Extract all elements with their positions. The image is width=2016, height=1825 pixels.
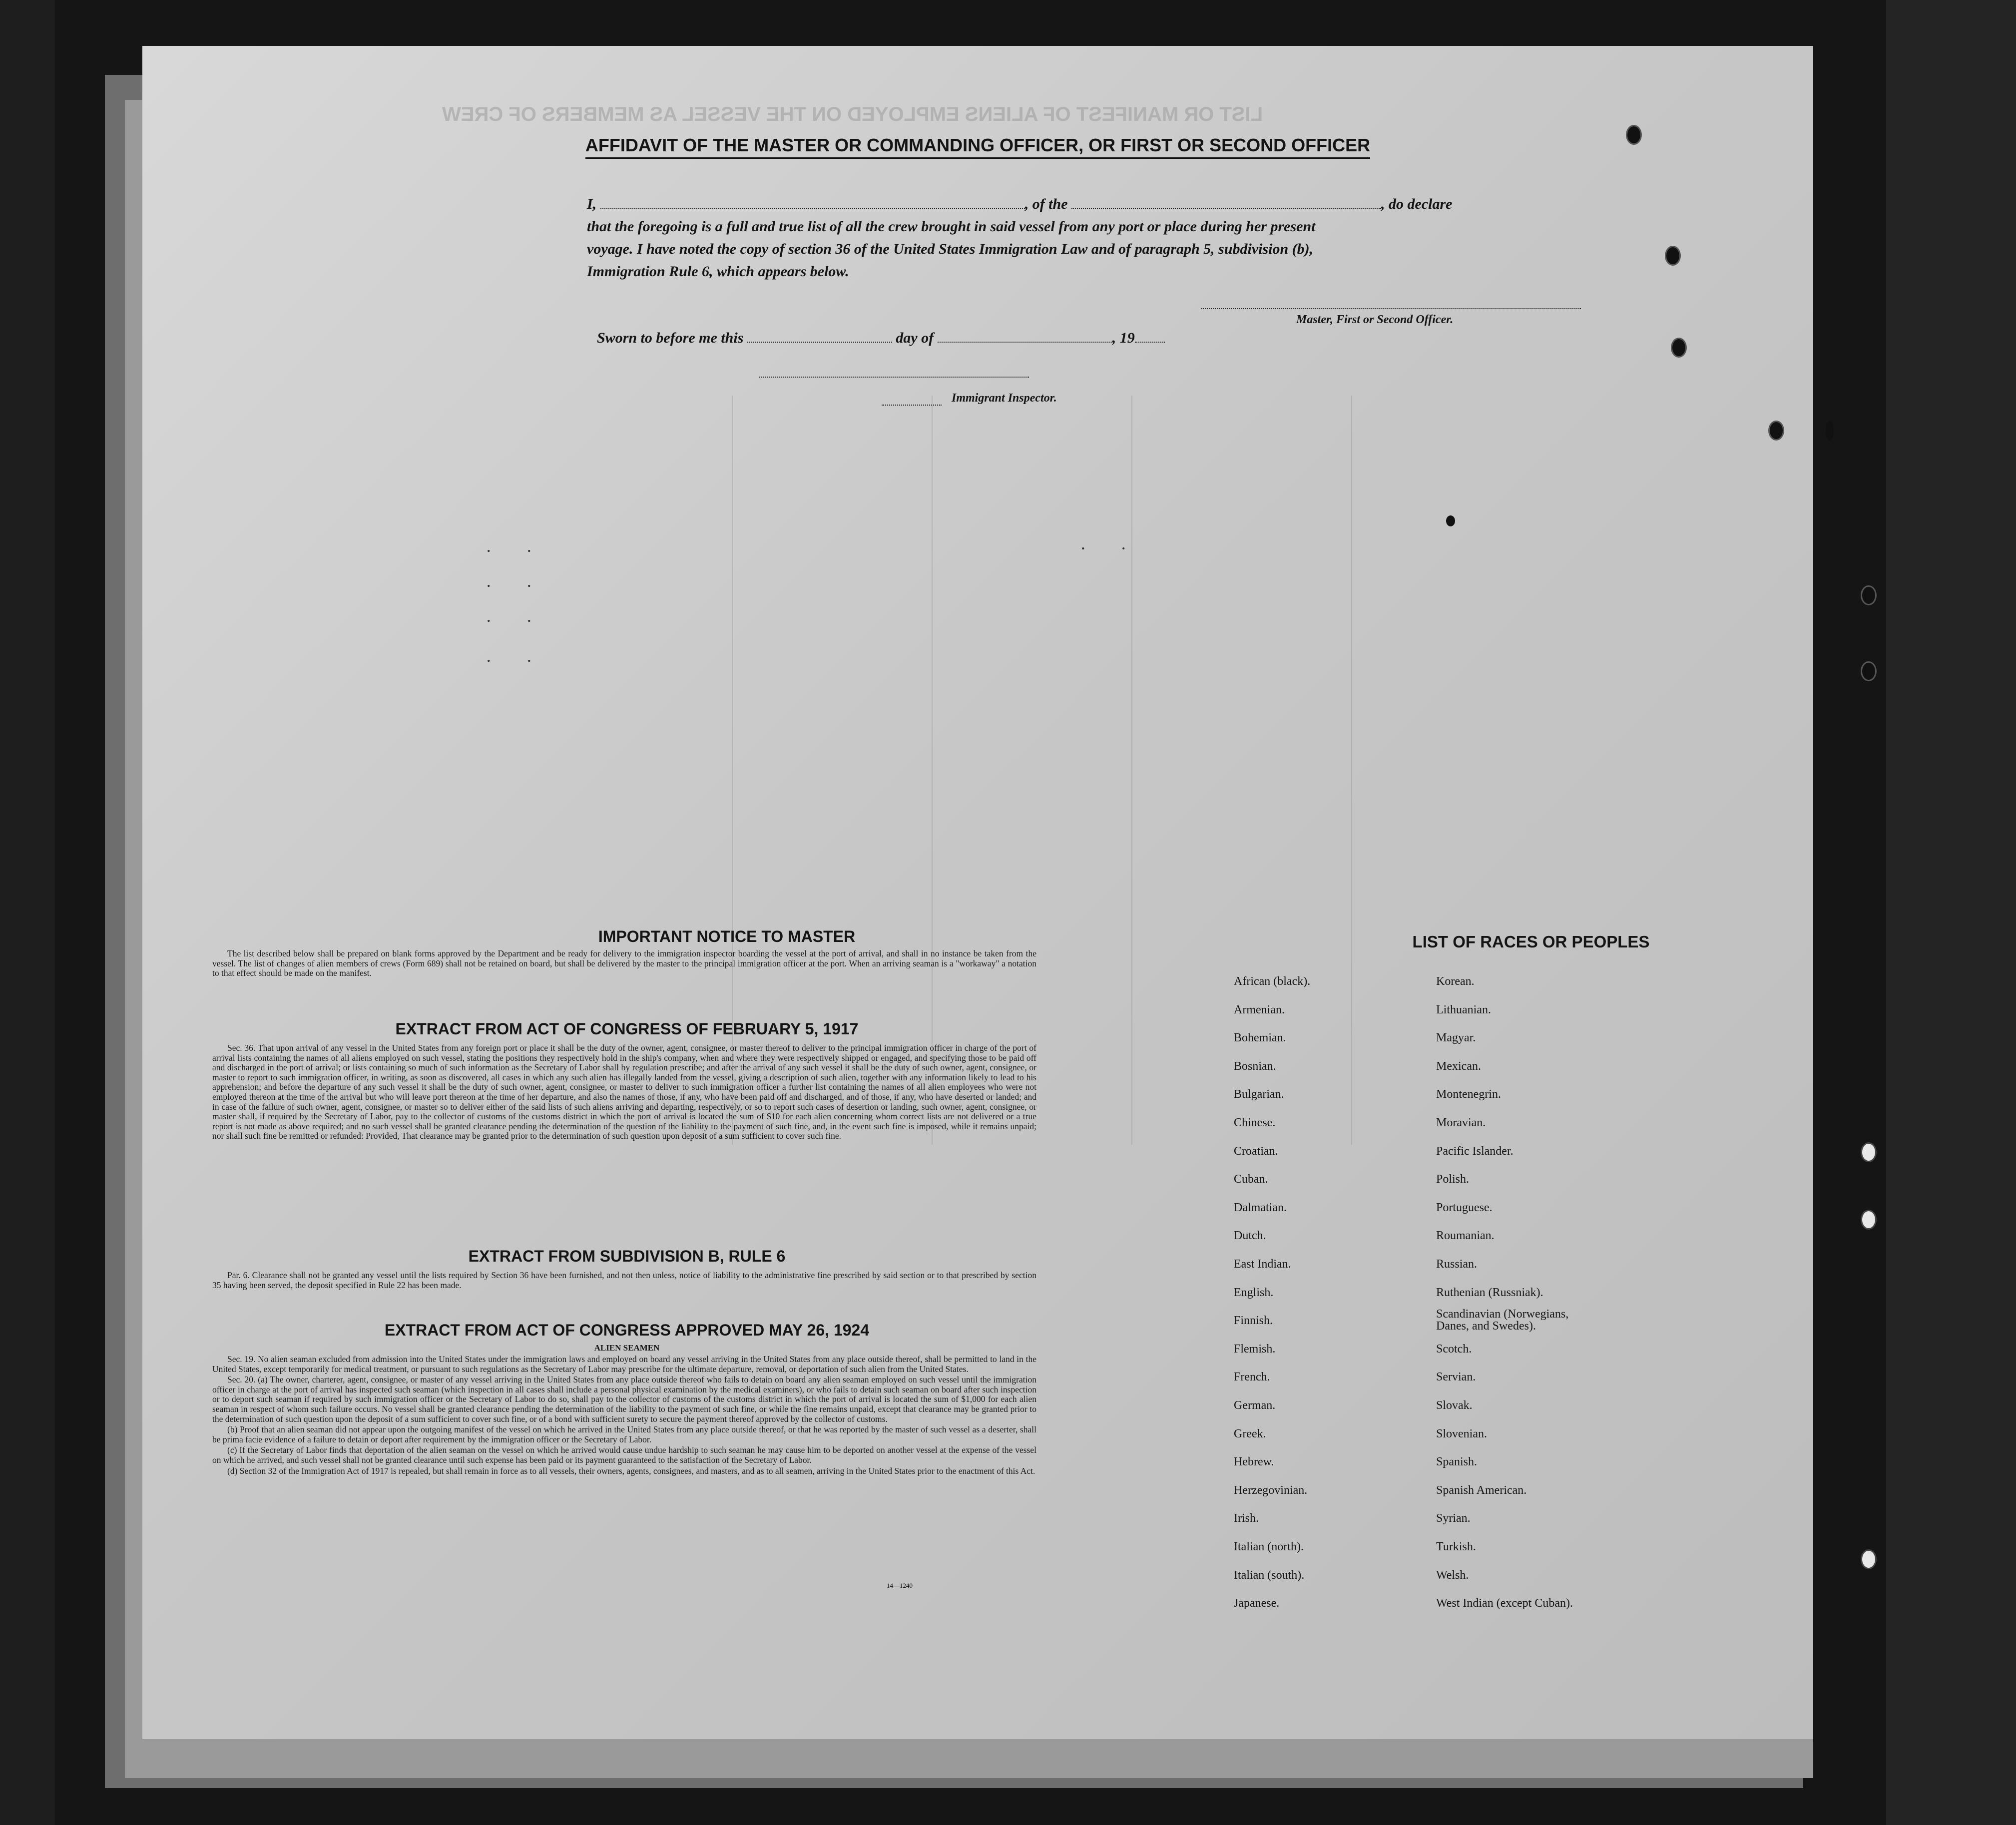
bleed-through-rule <box>1351 396 1352 1145</box>
race-item: Lithuanian. <box>1436 1003 1491 1016</box>
bleed-through-dots: . . <box>1081 538 1142 552</box>
race-item: Bosnian. <box>1234 1059 1276 1073</box>
race-item: Hebrew. <box>1234 1455 1274 1469</box>
punch-hole <box>1861 1142 1877 1162</box>
affidavit-title <box>142 135 1813 156</box>
master-signature-label: Master, First or Second Officer. <box>1296 313 1454 326</box>
race-item: East Indian. <box>1234 1258 1291 1271</box>
bleed-through-rule <box>1131 396 1132 1145</box>
race-item: Turkish. <box>1436 1540 1476 1553</box>
races-title: LIST OF RACES OR PEOPLES <box>1412 932 1650 951</box>
affidavit-line1-mid: , of the <box>1024 196 1068 212</box>
scanner-frame-left <box>0 0 55 1825</box>
race-item: Dalmatian. <box>1234 1201 1287 1214</box>
race-item: Greek. <box>1234 1427 1266 1440</box>
punch-hole <box>1861 661 1877 681</box>
rule-6-text <box>212 1271 1036 1291</box>
race-item: Cuban. <box>1234 1173 1268 1186</box>
race-item: Spanish. <box>1436 1455 1478 1469</box>
alien-seamen-subtitle: ALIEN SEAMEN <box>594 1343 660 1353</box>
rule-6-paragraph: Par. 6. Clearance shall not be granted any vessel until the lists required by Section 36 have been furnished, and not then unless, notice of liability to the administrative fine prescribed by said section or to that prescribed by section 35 having been served, the deposit specified in Rule 22 has been made. <box>212 1270 1036 1290</box>
inspector-signature-line[interactable] <box>759 377 1029 378</box>
race-item: Bohemian. <box>1234 1031 1286 1045</box>
bleed-through-dots: . . <box>487 540 548 555</box>
race-item: Slovenian. <box>1436 1427 1487 1440</box>
race-item: Scotch. <box>1436 1342 1472 1356</box>
race-item: Bulgarian. <box>1234 1088 1284 1101</box>
extract-1917-text <box>212 1043 1036 1142</box>
race-item: Finnish. <box>1234 1314 1273 1328</box>
race-item: Italian (south). <box>1234 1568 1305 1582</box>
sworn-year-label: , 19 <box>1112 330 1135 346</box>
affidavit-title-text: AFFIDAVIT OF THE MASTER OR COMMANDING OFFICER, OR FIRST OR SECOND OFFICER <box>585 135 1370 159</box>
punch-hole <box>1861 1210 1877 1230</box>
punch-hole <box>1665 246 1681 266</box>
race-item: Servian. <box>1436 1370 1476 1384</box>
section-20a-paragraph: Sec. 20. (a) The owner, charterer, agent, consignee, or master of any vessel arriving in the United States from any place outside thereof who fails to detain on board any alien seaman employed on such vessel until the immigration officer in charge at the port of arrival has inspected such seaman (which inspection in all cases shall include a personal physical examination by the medical examiners), or who fails to detain such seaman on board after such inspection or to deport such seaman if required by such immigration officer or the Secretary of Labor to do so, shall pay to the collector of customs of the customs district in which the port of arrival is located the sum of $1,000 for each alien seaman in respect of whom such failure occurs. No vessel shall be granted clearance pending the determination of the liability to the payment of such fine, or while the fine remains unpaid, except that clearance may be granted prior to the determination of such question upon the deposit of a sum sufficient to cover such fine, or of a bond with sufficient surety to secure the payment thereof approved by the collector of customs. <box>212 1374 1036 1424</box>
punch-hole <box>1626 125 1642 145</box>
section-19-paragraph: Sec. 19. No alien seaman excluded from admission into the United States under the immigration laws and employed on board any vessel arriving in the United States from any place outside thereof, shall be permitted to land in the United States, except temporarily for medical treatment, or pursuant to such regulations as the Secretary of Labor may prescribe for the ultimate departure, removal, or deportation of such alien from the United States. <box>212 1354 1036 1374</box>
bleed-through-dots: . . <box>487 610 548 625</box>
affidavit-line-4: Immigration Rule 6, which appears below. <box>587 263 849 280</box>
notice-title: IMPORTANT NOTICE TO MASTER <box>598 927 856 945</box>
section-20d-paragraph: (d) Section 32 of the Immigration Act of 1917 is repealed, but shall remain in force as to all vessels, their owners, agents, consignees, and masters, and as to all seamen, arriving in the United States prior to the enactment of this Act. <box>227 1465 1035 1476</box>
vessel-name-blank[interactable] <box>1071 208 1381 209</box>
race-item: Japanese. <box>1234 1597 1280 1610</box>
notice-text <box>212 949 1036 979</box>
race-item: Korean. <box>1436 975 1475 988</box>
race-item: West Indian (except Cuban). <box>1436 1597 1573 1610</box>
master-signature-line[interactable] <box>1201 308 1581 309</box>
bleed-through-dots: . . <box>487 575 548 590</box>
race-item: Scandinavian (Norwegians, Danes, and Swedes). <box>1436 1308 1569 1333</box>
extract-1917-title: EXTRACT FROM ACT OF CONGRESS OF FEBRUARY 5, 1917 <box>395 1020 859 1038</box>
scanner-frame-right <box>1886 0 2016 1825</box>
race-item: Magyar. <box>1436 1031 1476 1045</box>
rule-6-title: EXTRACT FROM SUBDIVISION B, RULE 6 <box>468 1247 786 1265</box>
sworn-mid: day of <box>896 330 934 346</box>
race-item: Irish. <box>1234 1512 1259 1525</box>
punch-hole <box>1671 338 1687 358</box>
race-item: Roumanian. <box>1436 1229 1495 1243</box>
race-item: Mexican. <box>1436 1059 1481 1073</box>
master-name-blank[interactable] <box>600 208 1025 209</box>
race-item: English. <box>1234 1286 1274 1299</box>
race-item: Italian (north). <box>1234 1540 1304 1553</box>
race-item: Slovak. <box>1436 1399 1473 1412</box>
bleed-through-dots: . . <box>487 650 548 665</box>
race-item: Ruthenian (Russniak). <box>1436 1286 1543 1299</box>
punch-hole <box>1768 421 1784 441</box>
race-item: Welsh. <box>1436 1568 1469 1582</box>
race-item: Moravian. <box>1436 1116 1486 1129</box>
sworn-year-blank[interactable] <box>1135 342 1165 343</box>
race-item: Syrian. <box>1436 1512 1471 1525</box>
document-page <box>142 46 1813 1739</box>
inspector-signature-label: Immigrant Inspector. <box>952 392 1057 405</box>
section-36-paragraph: Sec. 36. That upon arrival of any vessel in the United States from any foreign port or place it shall be the duty of the owner, agent, consignee, or master thereof to deliver to the principal immigration officer in charge of the port of arrival lists containing the names of all aliens employed on such vessel, stating the positions they respectively hold in the ship's company, when and where they were respectively shipped or engaged, and specifying those to be paid off and discharged in the port of arrival; or lists containing so much of such information as the Secretary of Labor shall by regulation prescribe; and after the arrival of any such vessel it shall be the duty of such owner, agent, consignee, or master to report to such immigration officer, in writing, as soon as discovered, all cases in which any such alien has illegally landed from the vessel, giving a description of such alien, together with any information likely to lead to his apprehension; and before the departure of any such vessel it shall be the duty of such owner, agent, consignee, or master to deliver to such immigration officer a further list containing the names of all alien employees who were not employed thereon at the time of the arrival but who will leave port thereon at the time of her departure, and also the names of those, if any, who have been paid off and discharged, and of those, if any, who have deserted or landed; and in case of the failure of such owner, agent, consignee, or master so to deliver either of the said lists of such aliens arriving and departing, respectively, or so to report such cases of desertion or landing, such owner, agent, consignee, or master shall, if required by the Secretary of Labor, pay to the collector of customs of the customs district in which the port of arrival is located the sum of $10 for each alien concerning whom correct lists are not delivered or a true report is not made as above required; and no such vessel shall be granted clearance pending the determination of the question of the liability to the payment of such fine, and, in the event such fine is imposed, while it remains unpaid; nor shall such fine be remitted or refunded: Provided, That clearance may be granted prior to the determination of such question upon deposit of a sum sufficient to cover such fine. <box>212 1043 1036 1141</box>
race-item: Dutch. <box>1234 1229 1266 1243</box>
ink-speck <box>1826 421 1834 441</box>
affidavit-line1-suffix: , do declare <box>1381 196 1453 212</box>
race-item: Pacific Islander. <box>1436 1144 1513 1158</box>
extract-1924-title: EXTRACT FROM ACT OF CONGRESS APPROVED MAY 26, 1924 <box>384 1321 870 1339</box>
bleed-through-heading: LIST OR MANIFEST OF ALIENS EMPLOYED ON THE VESSEL AS MEMBERS OF CREW <box>442 103 1263 125</box>
punch-hole <box>1861 1549 1877 1569</box>
race-item: African (black). <box>1234 975 1311 988</box>
race-item: Chinese. <box>1234 1116 1276 1129</box>
race-item: Polish. <box>1436 1173 1470 1186</box>
race-item: Flemish. <box>1234 1342 1276 1356</box>
race-item: Armenian. <box>1234 1003 1285 1016</box>
race-item: French. <box>1234 1370 1270 1384</box>
sworn-line <box>597 330 1165 347</box>
section-20b-paragraph: (b) Proof that an alien seaman did not appear upon the outgoing manifest of the vessel on which he arrived in the United States from any place outside thereof, or that he was reported by the master of such vessel as a deserter, shall be prima facie evidence of a failure to detain or deport after requirement by the immigration officer or the Secretary of Labor. <box>212 1424 1036 1444</box>
affidavit-line-1 <box>587 196 1452 213</box>
form-number: 14—1240 <box>887 1582 913 1589</box>
race-item: Portuguese. <box>1436 1201 1493 1214</box>
affidavit-line-3: voyage. I have noted the copy of section 36 of the United States Immigration Law and of paragraph 5, subdivision (b), <box>587 241 1314 257</box>
race-item: Russian. <box>1436 1258 1478 1271</box>
sworn-month-blank[interactable] <box>938 342 1112 343</box>
inspector-label-leader <box>882 405 942 406</box>
race-item: Croatian. <box>1234 1144 1278 1158</box>
affidavit-line-2: that the foregoing is a full and true list of all the crew brought in said vessel from any port or place during her present <box>587 218 1316 235</box>
race-item: Montenegrin. <box>1436 1088 1501 1101</box>
notice-paragraph: The list described below shall be prepared on blank forms approved by the Department and be ready for delivery to the immigration inspector boarding the vessel at the port of arrival, and shall in no instance be taken from the vessel. The list of changes of alien members of crews (Form 689) shall not be retained on board, but shall be delivered by the master to the principal immigration officer at the port. When an arriving seaman is a "workaway" a notation to that effect should be made on the manifest. <box>212 948 1036 978</box>
sworn-prefix: Sworn to before me this <box>597 330 744 346</box>
section-20c-paragraph: (c) If the Secretary of Labor finds that deportation of the alien seaman on the vessel on which he arrived would cause undue hardship to such seaman he may cause him to be deported on another vessel at the expense of the vessel on which he arrived, and such vessel shall not be granted clearance until such expense has been paid or its payment guaranteed to the satisfaction of the Secretary of Labor. <box>212 1445 1036 1465</box>
extract-1924-text <box>212 1355 1036 1477</box>
punch-hole <box>1861 585 1877 605</box>
ink-speck <box>1446 515 1455 526</box>
race-item: German. <box>1234 1399 1276 1412</box>
race-item: Herzegovinian. <box>1234 1483 1308 1497</box>
race-item: Spanish American. <box>1436 1483 1527 1497</box>
sworn-day-blank[interactable] <box>747 342 892 343</box>
affidavit-line1-prefix: I, <box>587 196 597 212</box>
